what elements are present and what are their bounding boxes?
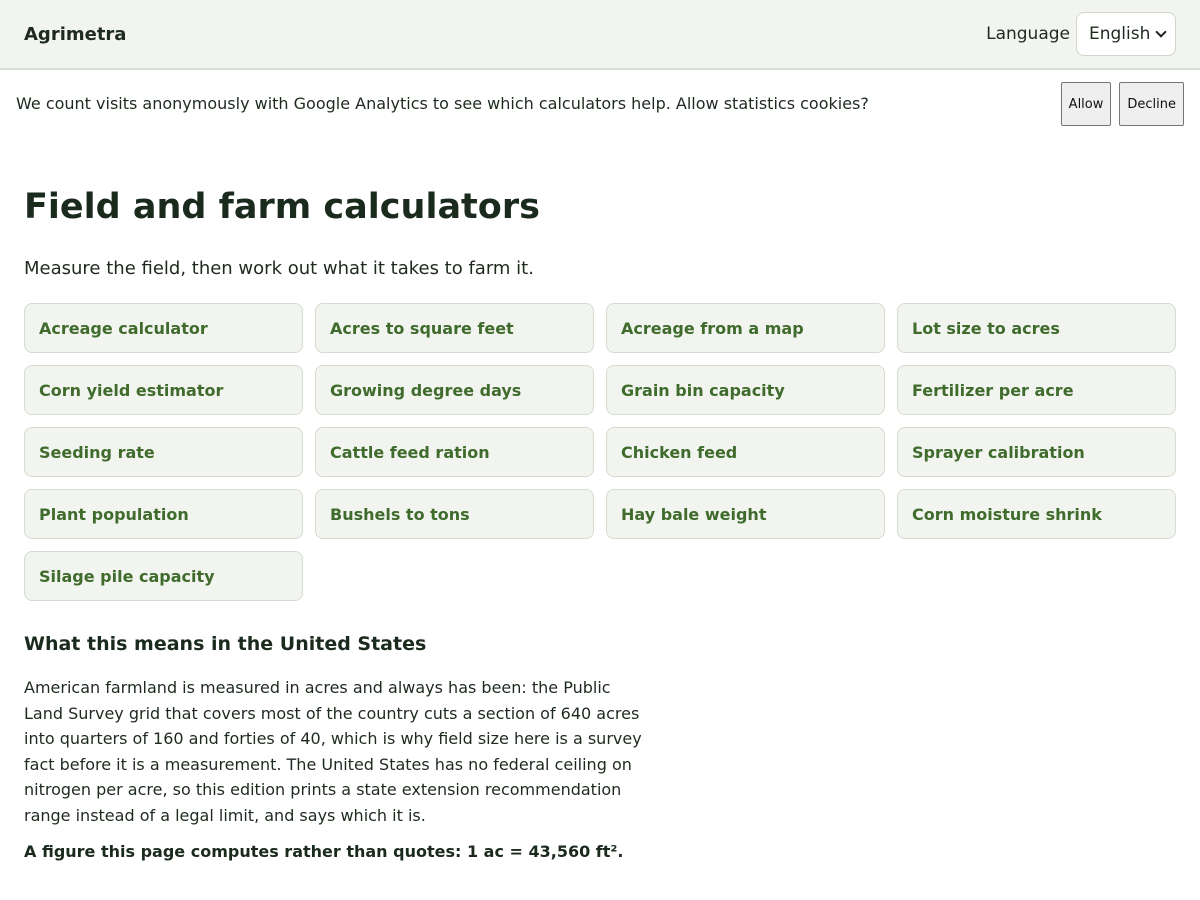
language-selected-value: English: [1089, 24, 1151, 44]
calculator-link[interactable]: Growing degree days: [315, 365, 594, 415]
decline-cookies-button[interactable]: Decline: [1119, 82, 1184, 126]
cookie-banner: [0, 70, 1200, 138]
section-title: What this means in the United States: [24, 633, 427, 655]
language-select[interactable]: [1076, 12, 1176, 56]
site-header: [0, 0, 1200, 70]
brand-logo[interactable]: Agrimetra: [24, 23, 127, 45]
calculator-link[interactable]: Corn moisture shrink: [897, 489, 1176, 539]
calculator-link[interactable]: Lot size to acres: [897, 303, 1176, 353]
formula-note: A figure this page computes rather than quotes: 1 ac = 43,560 ft².: [24, 842, 624, 861]
calculator-link[interactable]: Chicken feed: [606, 427, 885, 477]
cookie-message: We count visits anonymously with Google Analytics to see which calculators help. Allow statistics cookies?: [16, 94, 869, 113]
calculator-link[interactable]: Acreage calculator: [24, 303, 303, 353]
calculator-link[interactable]: Silage pile capacity: [24, 551, 303, 601]
chevron-down-icon: [1155, 26, 1166, 37]
calculator-link[interactable]: Cattle feed ration: [315, 427, 594, 477]
calculator-link[interactable]: Seeding rate: [24, 427, 303, 477]
page-title: Field and farm calculators: [24, 187, 540, 227]
calculator-grid: [24, 303, 1176, 601]
calculator-link[interactable]: Grain bin capacity: [606, 365, 885, 415]
main-content: [0, 138, 1200, 861]
calculator-link[interactable]: Sprayer calibration: [897, 427, 1176, 477]
calculator-link[interactable]: Fertilizer per acre: [897, 365, 1176, 415]
calculator-link[interactable]: Hay bale weight: [606, 489, 885, 539]
page-subtitle: Measure the field, then work out what it takes to farm it.: [24, 258, 534, 279]
language-label: Language: [986, 24, 1070, 44]
calculator-link[interactable]: Plant population: [24, 489, 303, 539]
cookie-actions: [1061, 82, 1184, 126]
calculator-link[interactable]: Bushels to tons: [315, 489, 594, 539]
calculator-link[interactable]: Acreage from a map: [606, 303, 885, 353]
calculator-link[interactable]: Acres to square feet: [315, 303, 594, 353]
calculator-link[interactable]: Corn yield estimator: [24, 365, 303, 415]
allow-cookies-button[interactable]: Allow: [1061, 82, 1112, 126]
language-switcher: [986, 12, 1176, 56]
section-body: American farmland is measured in acres and always has been: the Public Land Survey grid that covers most of the country cuts a section of 640 acres into quarters of 160 and forties of 40, which is why field size here is a survey fact before it is a measurement. The United States has no federal ceiling on nitrogen per acre, so this edition prints a state extension recommendation range instead of a legal limit, and says which it is.: [24, 678, 642, 825]
